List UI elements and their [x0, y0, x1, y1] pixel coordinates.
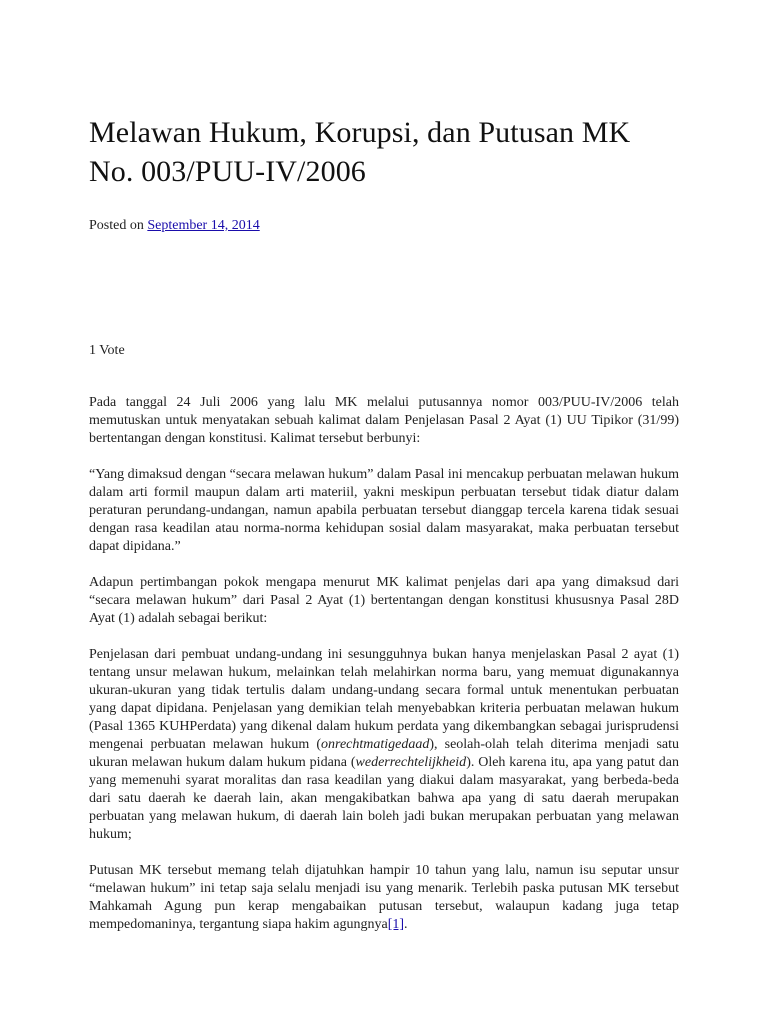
post-meta	[89, 217, 679, 235]
article-title: Melawan Hukum, Korupsi, dan Putusan MK No. 003/PUU-IV/2006	[89, 116, 631, 188]
article-body	[89, 394, 679, 934]
paragraph-5-end: .	[404, 917, 408, 932]
posted-date-link[interactable]: September 14, 2014	[147, 218, 260, 233]
paragraph-5-text: Putusan MK tersebut memang telah dijatuhkan hampir 10 tahun yang lalu, namun isu seputar unsur “melawan hukum” ini tetap saja selalu menjadi isu yang menarik. Terlebih paska putusan MK tersebut Mahkamah Agung pun kerap mengabaikan putusan tersebut, walaupun kadang juga tetap mempedomaninya, tergantung siapa hakim agungnya	[89, 863, 679, 932]
term-onrechtmatigedaad: onrechtmatigedaad	[321, 737, 430, 752]
paragraph-5	[89, 862, 679, 934]
posted-label: Posted on	[89, 218, 148, 233]
paragraph-2-quote: “Yang dimaksud dengan “secara melawan hukum” dalam Pasal ini mencakup perbuatan melawan hukum dalam arti formil maupun dalam arti materiil, yakni meskipun perbuatan tersebut tidak diatur dalam peraturan perundang-undangan, namun apabila perbuatan tersebut dianggap tercela karena tidak sesuai dengan rasa keadilan atau norma-norma kehidupan sosial dalam masyarakat, maka perbuatan tersebut dapat dipidana.”	[89, 467, 679, 554]
paragraph-3: Adapun pertimbangan pokok mengapa menurut MK kalimat penjelas dari apa yang dimaksud dari “secara melawan hukum” dari Pasal 2 Ayat (1) bertentangan dengan konstitusi khususnya Pasal 28D Ayat (1) adalah sebagai berikut:	[89, 575, 679, 626]
paragraph-4-part-c: ). Oleh karena itu, apa yang patut dan yang memenuhi syarat moralitas dan rasa keadilan yang diakui dalam masyarakat, yang berbeda-beda dari satu daerah ke daerah lain, akan mengakibatkan bahwa apa yang di satu daerah merupakan perbuatan yang melawan hukum, di daerah lain boleh jadi bukan merupakan perbuatan yang melawan hukum;	[89, 755, 679, 842]
paragraph-4	[89, 646, 679, 844]
vote-count: 1 Vote	[89, 343, 125, 358]
paragraph-4-part-b: ), seolah-olah telah diterima menjadi satu ukuran melawan hukum dalam hukum pidana (	[89, 737, 679, 770]
term-wederrechtelijkheid: wederrechtelijkheid	[355, 755, 467, 770]
footnote-link-1[interactable]: [1]	[387, 917, 405, 932]
paragraph-1: Pada tanggal 24 Juli 2006 yang lalu MK melalui putusannya nomor 003/PUU-IV/2006 telah memutuskan untuk menyatakan sebuah kalimat dalam Penjelasan Pasal 2 Ayat (1) UU Tipikor (31/99) bertentangan dengan konstitusi. Kalimat tersebut berbunyi:	[89, 395, 679, 446]
paragraph-4-part-a: Penjelasan dari pembuat undang-undang ini sesungguhnya bukan hanya menjelaskan Pasal 2 ayat (1) tentang unsur melawan hukum, melainkan telah melahirkan norma baru, yang memuat digunakannya ukuran-ukuran yang tidak tertulis dalam undang-undang secara formal untuk menentukan perbuatan yang dapat dipidana. Penjelasan yang demikian telah menyebabkan kriteria perbuatan melawan hukum (Pasal 1365 KUHPerdata) yang dikenal dalam hukum perdata yang dikembangkan sebagai jurisprudensi mengenai perbuatan melawan hukum (	[89, 647, 679, 752]
